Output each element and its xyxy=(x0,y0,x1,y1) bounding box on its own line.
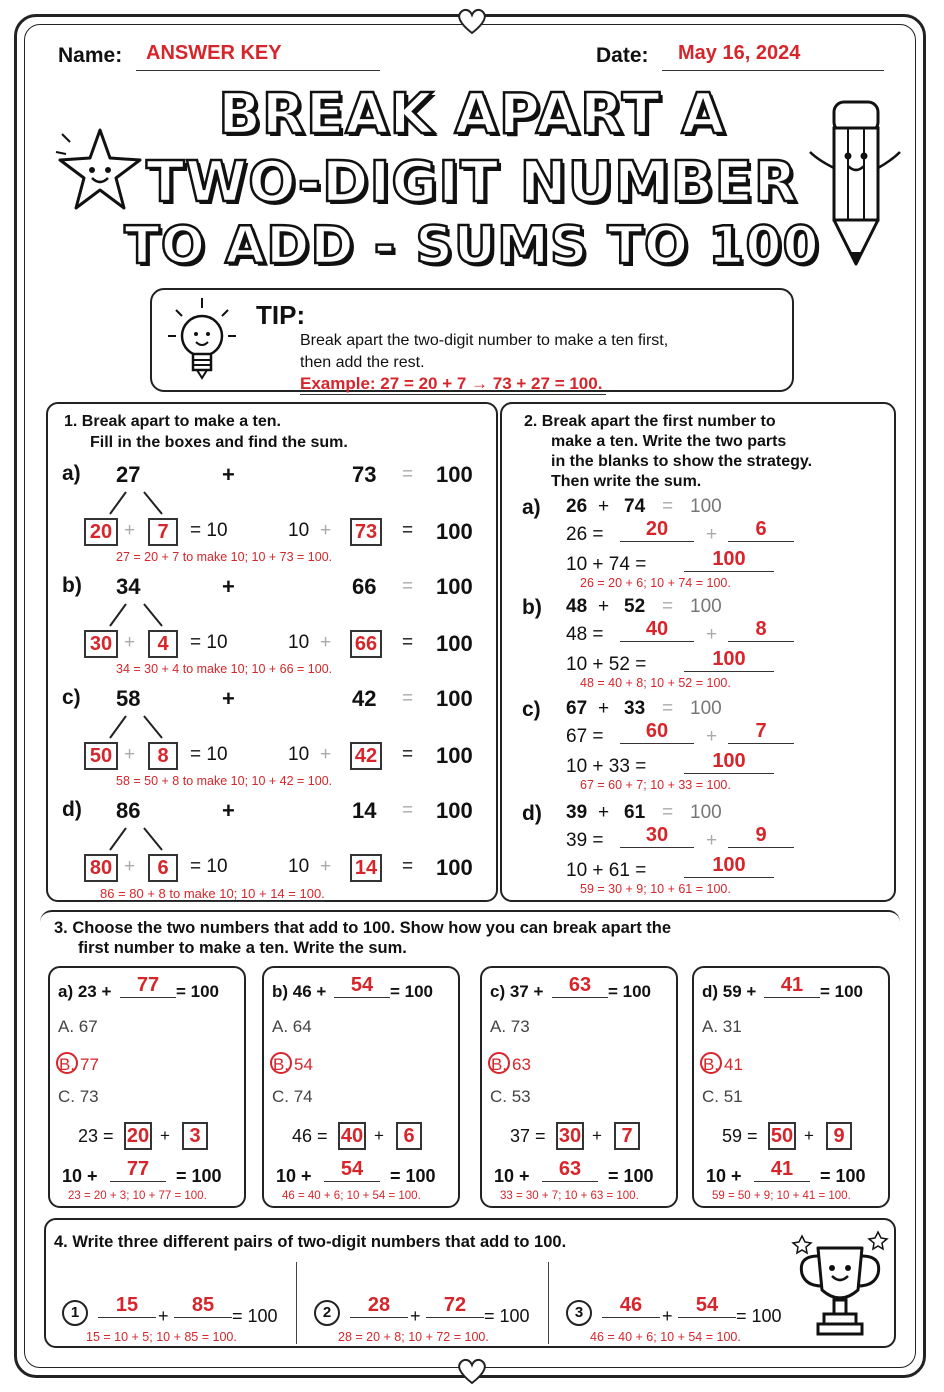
part-1-blank[interactable]: 60 xyxy=(620,720,694,744)
plus-sign: + xyxy=(160,1126,170,1145)
equals-sign: = xyxy=(402,464,414,485)
part-2-box[interactable]: 4 xyxy=(148,630,178,658)
option-c[interactable]: C. 53 xyxy=(490,1087,531,1106)
sum-value: = 100 xyxy=(232,1306,278,1326)
plus-sign: + xyxy=(706,524,718,545)
first-number-eq: 39 = xyxy=(566,830,604,851)
break-first: 23 = xyxy=(78,1126,114,1146)
addend-a: 48 xyxy=(566,596,588,617)
strategy-note: 15 = 10 + 5; 10 + 85 = 100. xyxy=(86,1330,237,1344)
second-number-box[interactable]: 73 xyxy=(350,518,382,546)
option-c[interactable]: C. 74 xyxy=(272,1087,313,1106)
answer-blank[interactable]: 77 xyxy=(120,974,176,998)
strategy-note: 23 = 20 + 3; 10 + 77 = 100. xyxy=(68,1190,207,1202)
section-1-title-2: Fill in the boxes and find the sum. xyxy=(90,434,348,451)
equals-sign: = xyxy=(402,632,414,653)
question-suffix: = 100 xyxy=(820,982,864,1001)
equals-sign: = xyxy=(662,698,674,719)
section-3-title-2: first number to make a ten. Write the sum. xyxy=(78,939,407,957)
strategy-note: 33 = 30 + 7; 10 + 63 = 100. xyxy=(500,1190,639,1202)
sum-value: 100 xyxy=(436,462,473,487)
section-3-title-1: 3. Choose the two numbers that add to 100. Show how you can break apart the xyxy=(54,919,672,937)
pair-number: 2 xyxy=(314,1300,340,1326)
plus-sign: + xyxy=(222,574,235,599)
first-number-eq: 67 = xyxy=(566,726,604,747)
section-1-title-1: 1. Break apart to make a ten. xyxy=(64,413,281,430)
question-prefix: b) 46 + xyxy=(272,982,327,1001)
ten-addition: 10 + 61 = xyxy=(566,860,647,881)
sum-value: 100 xyxy=(690,698,722,719)
option-b-value: 63 xyxy=(512,1055,531,1074)
addend-b: 61 xyxy=(624,802,646,823)
selected-circle: B. xyxy=(700,1052,722,1074)
break-apart-branch xyxy=(100,602,170,628)
strategy-note: 46 = 40 + 6; 10 + 54 = 100. xyxy=(282,1190,421,1202)
sum-blank[interactable]: 100 xyxy=(684,548,774,572)
item-letter: c) xyxy=(62,686,81,709)
sum-blank[interactable]: 100 xyxy=(684,854,774,878)
make-ten-result: = 10 xyxy=(190,520,228,541)
trophy-icon xyxy=(790,1228,890,1346)
question-suffix: = 100 xyxy=(390,982,434,1001)
item-letter: a) xyxy=(62,462,81,485)
addend-a: 67 xyxy=(566,698,588,719)
star-face-icon xyxy=(52,122,148,216)
make-ten-result: = 10 xyxy=(190,744,228,765)
heart-icon xyxy=(455,1356,489,1386)
date-field[interactable] xyxy=(662,40,884,71)
addend-b: 74 xyxy=(624,496,646,517)
option-b-value: 77 xyxy=(80,1055,99,1074)
part-2-box[interactable]: 9 xyxy=(826,1122,852,1150)
break-apart-branch xyxy=(100,490,170,516)
part-1-blank[interactable]: 20 xyxy=(620,518,694,542)
tip-box xyxy=(150,288,794,392)
part-1-blank[interactable]: 30 xyxy=(620,824,694,848)
strategy-note: 34 = 30 + 4 to make 10; 10 + 66 = 100. xyxy=(116,662,333,676)
strategy-note: 58 = 50 + 8 to make 10; 10 + 42 = 100. xyxy=(116,774,333,788)
plus-sign: + xyxy=(222,686,235,711)
pair-number: 1 xyxy=(62,1300,88,1326)
pair-first-blank[interactable]: 15 xyxy=(98,1294,156,1318)
break-first: 59 = xyxy=(722,1126,758,1146)
part-2-box[interactable]: 7 xyxy=(148,518,178,546)
part-2-blank[interactable]: 6 xyxy=(728,518,794,542)
section-4-title: 4. Write three different pairs of two-digit numbers that add to 100. xyxy=(54,1233,567,1251)
equals-sign: = xyxy=(402,576,414,597)
plus-sign: + xyxy=(320,520,332,541)
item-letter: c) xyxy=(522,698,541,721)
ten-addition: 10 + 33 = xyxy=(566,756,647,777)
part-2-box[interactable]: 8 xyxy=(148,742,178,770)
heart-icon xyxy=(455,6,489,36)
sum-value: 100 xyxy=(436,855,473,880)
plus-sign: + xyxy=(222,462,235,487)
ten-addition: 10 + 74 = xyxy=(566,554,647,575)
pair-number: 3 xyxy=(566,1300,592,1326)
plus-sign: + xyxy=(598,802,610,823)
title-line-1: BREAK APART A xyxy=(218,82,726,147)
question-prefix: d) 59 + xyxy=(702,982,757,1001)
plus-sign: + xyxy=(706,726,718,747)
first-number-eq: 48 = xyxy=(566,624,604,645)
ten-suffix: = 100 xyxy=(390,1166,436,1186)
sum-value: 100 xyxy=(436,574,473,599)
option-a[interactable]: A. 64 xyxy=(272,1017,312,1036)
sum-value: 100 xyxy=(690,596,722,617)
equals-sign: = xyxy=(402,688,414,709)
second-number: 14 xyxy=(352,798,377,823)
ten-addition: 10 + 52 = xyxy=(566,654,647,675)
item-letter: d) xyxy=(522,802,542,825)
section-2-title-3: in the blanks to show the strategy. xyxy=(551,453,813,470)
part-1-blank[interactable]: 40 xyxy=(620,618,694,642)
part-2-blank[interactable]: 9 xyxy=(728,824,794,848)
equals-sign: = xyxy=(402,856,414,877)
plus-sign: + xyxy=(374,1126,384,1145)
option-a[interactable]: A. 31 xyxy=(702,1017,742,1036)
strategy-note: 86 = 80 + 8 to make 10; 10 + 14 = 100. xyxy=(100,886,325,901)
option-b[interactable] xyxy=(700,1052,743,1075)
option-b-value: 41 xyxy=(724,1055,743,1074)
sum-value: = 100 xyxy=(484,1306,530,1326)
section-2-title-4: Then write the sum. xyxy=(551,473,702,490)
item-letter: b) xyxy=(62,574,82,597)
part-2-box[interactable]: 6 xyxy=(148,854,178,882)
plus-sign: + xyxy=(158,1306,169,1326)
part-2-blank[interactable]: 8 xyxy=(728,618,794,642)
make-ten-result: = 10 xyxy=(190,856,228,877)
option-c[interactable]: C. 73 xyxy=(58,1087,99,1106)
strategy-note: 26 = 20 + 6; 10 + 74 = 100. xyxy=(580,576,731,590)
first-number: 27 xyxy=(116,462,141,487)
pencil-face-icon xyxy=(800,98,910,270)
ten-suffix: = 100 xyxy=(608,1166,654,1186)
plus-sign: + xyxy=(222,798,235,823)
date-value: May 16, 2024 xyxy=(678,42,801,64)
question-suffix: = 100 xyxy=(176,982,220,1001)
equals-sign: = xyxy=(402,744,414,765)
addend-b: 52 xyxy=(624,596,646,617)
item-letter: b) xyxy=(522,596,542,619)
first-number: 34 xyxy=(116,574,141,599)
selected-circle: B. xyxy=(270,1052,292,1074)
part-1-box[interactable]: 20 xyxy=(124,1122,152,1150)
option-c[interactable]: C. 51 xyxy=(702,1087,743,1106)
section-2-title-2: make a ten. Write the two parts xyxy=(551,433,787,450)
tip-line-2: then add the rest. xyxy=(300,354,425,371)
divider xyxy=(296,1262,297,1344)
break-first: 37 = xyxy=(510,1126,546,1146)
tip-line-1: Break apart the two-digit number to make a ten first, xyxy=(300,332,669,349)
tip-heading: TIP: xyxy=(256,300,306,330)
question-suffix: = 100 xyxy=(608,982,652,1001)
make-ten-result: = 10 xyxy=(190,632,228,653)
part-1-box[interactable]: 30 xyxy=(556,1122,584,1150)
strategy-note: 59 = 50 + 9; 10 + 41 = 100. xyxy=(712,1190,851,1202)
second-number-box[interactable]: 14 xyxy=(350,854,382,882)
question-prefix: a) 23 + xyxy=(58,982,112,1001)
second-number-box[interactable]: 42 xyxy=(350,742,382,770)
sum-value: 100 xyxy=(436,798,473,823)
name-label: Name: xyxy=(58,44,123,67)
strategy-note: 59 = 30 + 9; 10 + 61 = 100. xyxy=(580,882,731,896)
part-1-box[interactable]: 20 xyxy=(84,518,118,546)
lightbulb-icon xyxy=(162,296,242,388)
name-field[interactable] xyxy=(136,40,380,71)
strategy-note: 46 = 40 + 6; 10 + 54 = 100. xyxy=(590,1330,741,1344)
break-first: 46 = xyxy=(292,1126,328,1146)
part-2-box[interactable]: 6 xyxy=(396,1122,422,1150)
addend-b: 33 xyxy=(624,698,646,719)
ten-answer-blank[interactable]: 41 xyxy=(754,1158,810,1182)
addend-a: 39 xyxy=(566,802,588,823)
plus-sign: + xyxy=(124,856,136,877)
title-line-2: TWO-DIGIT NUMBER xyxy=(146,150,798,215)
equals-sign: = xyxy=(662,496,674,517)
option-b-value: 54 xyxy=(294,1055,313,1074)
sum-value: 100 xyxy=(436,631,473,656)
ten-value: 10 xyxy=(288,856,310,877)
plus-sign: + xyxy=(410,1306,421,1326)
divider xyxy=(548,1262,549,1344)
part-2-box[interactable]: 3 xyxy=(182,1122,208,1150)
item-letter: a) xyxy=(522,496,541,519)
sum-value: 100 xyxy=(436,686,473,711)
equals-sign: = xyxy=(402,520,414,541)
answer-blank[interactable]: 63 xyxy=(552,974,608,998)
sum-blank[interactable]: 100 xyxy=(684,648,774,672)
plus-sign: + xyxy=(598,496,610,517)
option-b[interactable] xyxy=(270,1052,313,1075)
pair-first-blank[interactable]: 46 xyxy=(602,1294,660,1318)
plus-sign: + xyxy=(320,632,332,653)
equals-sign: = xyxy=(662,802,674,823)
ten-value: 10 xyxy=(288,744,310,765)
ten-value: 10 xyxy=(288,632,310,653)
part-1-box[interactable]: 80 xyxy=(84,854,118,882)
plus-sign: + xyxy=(598,596,610,617)
sum-blank[interactable]: 100 xyxy=(684,750,774,774)
ten-suffix: = 100 xyxy=(820,1166,866,1186)
ten-answer-blank[interactable]: 63 xyxy=(542,1158,598,1182)
item-letter: d) xyxy=(62,798,82,821)
option-b[interactable] xyxy=(488,1052,531,1075)
ten-prefix: 10 + xyxy=(62,1166,98,1186)
plus-sign: + xyxy=(320,856,332,877)
pair-second-blank[interactable]: 72 xyxy=(426,1294,484,1318)
part-1-box[interactable]: 50 xyxy=(84,742,118,770)
second-number-box[interactable]: 66 xyxy=(350,630,382,658)
part-1-box[interactable]: 50 xyxy=(768,1122,796,1150)
part-1-box[interactable]: 30 xyxy=(84,630,118,658)
plus-sign: + xyxy=(320,744,332,765)
second-number: 42 xyxy=(352,686,377,711)
plus-sign: + xyxy=(124,744,136,765)
part-1-box[interactable]: 40 xyxy=(338,1122,366,1150)
sum-value: 100 xyxy=(436,519,473,544)
plus-sign: + xyxy=(662,1306,673,1326)
sum-value: 100 xyxy=(690,802,722,823)
question-prefix: c) 37 + xyxy=(490,982,544,1001)
selected-circle: B. xyxy=(488,1052,510,1074)
equals-sign: = xyxy=(402,800,414,821)
strategy-note: 28 = 20 + 8; 10 + 72 = 100. xyxy=(338,1330,489,1344)
name-value: ANSWER KEY xyxy=(146,42,282,64)
ten-prefix: 10 + xyxy=(706,1166,742,1186)
strategy-note: 48 = 40 + 8; 10 + 52 = 100. xyxy=(580,676,731,690)
answer-blank[interactable]: 41 xyxy=(764,974,820,998)
strategy-note: 27 = 20 + 7 to make 10; 10 + 73 = 100. xyxy=(116,550,333,564)
option-a[interactable]: A. 67 xyxy=(58,1017,98,1036)
plus-sign: + xyxy=(804,1126,814,1145)
ten-answer-blank[interactable]: 54 xyxy=(324,1158,380,1182)
ten-answer-blank[interactable]: 77 xyxy=(110,1158,166,1182)
break-apart-branch xyxy=(100,826,170,852)
plus-sign: + xyxy=(124,520,136,541)
plus-sign: + xyxy=(706,830,718,851)
ten-prefix: 10 + xyxy=(276,1166,312,1186)
ten-suffix: = 100 xyxy=(176,1166,222,1186)
title-line-3: TO ADD - SUMS TO 100 xyxy=(124,216,820,276)
ten-value: 10 xyxy=(288,520,310,541)
second-number: 73 xyxy=(352,462,377,487)
selected-circle: B. xyxy=(56,1052,78,1074)
answer-blank[interactable]: 54 xyxy=(334,974,390,998)
sum-value: = 100 xyxy=(736,1306,782,1326)
first-number-eq: 26 = xyxy=(566,524,604,545)
option-b[interactable] xyxy=(56,1052,99,1075)
second-number: 66 xyxy=(352,574,377,599)
section-2-title-1: 2. Break apart the first number to xyxy=(524,413,776,430)
pair-second-blank[interactable]: 54 xyxy=(678,1294,736,1318)
addend-a: 26 xyxy=(566,496,588,517)
equals-sign: = xyxy=(662,596,674,617)
sum-value: 100 xyxy=(436,743,473,768)
part-2-box[interactable]: 7 xyxy=(614,1122,640,1150)
pair-second-blank[interactable]: 85 xyxy=(174,1294,232,1318)
plus-sign: + xyxy=(706,624,718,645)
first-number: 86 xyxy=(116,798,141,823)
plus-sign: + xyxy=(592,1126,602,1145)
first-number: 58 xyxy=(116,686,141,711)
part-2-blank[interactable]: 7 xyxy=(728,720,794,744)
sum-value: 100 xyxy=(690,496,722,517)
tip-example: Example: 27 = 20 + 7 → 73 + 27 = 100. xyxy=(300,374,606,395)
plus-sign: + xyxy=(124,632,136,653)
plus-sign: + xyxy=(598,698,610,719)
pair-first-blank[interactable]: 28 xyxy=(350,1294,408,1318)
strategy-note: 67 = 60 + 7; 10 + 33 = 100. xyxy=(580,778,731,792)
option-a[interactable]: A. 73 xyxy=(490,1017,530,1036)
ten-prefix: 10 + xyxy=(494,1166,530,1186)
break-apart-branch xyxy=(100,714,170,740)
date-label: Date: xyxy=(596,44,649,67)
